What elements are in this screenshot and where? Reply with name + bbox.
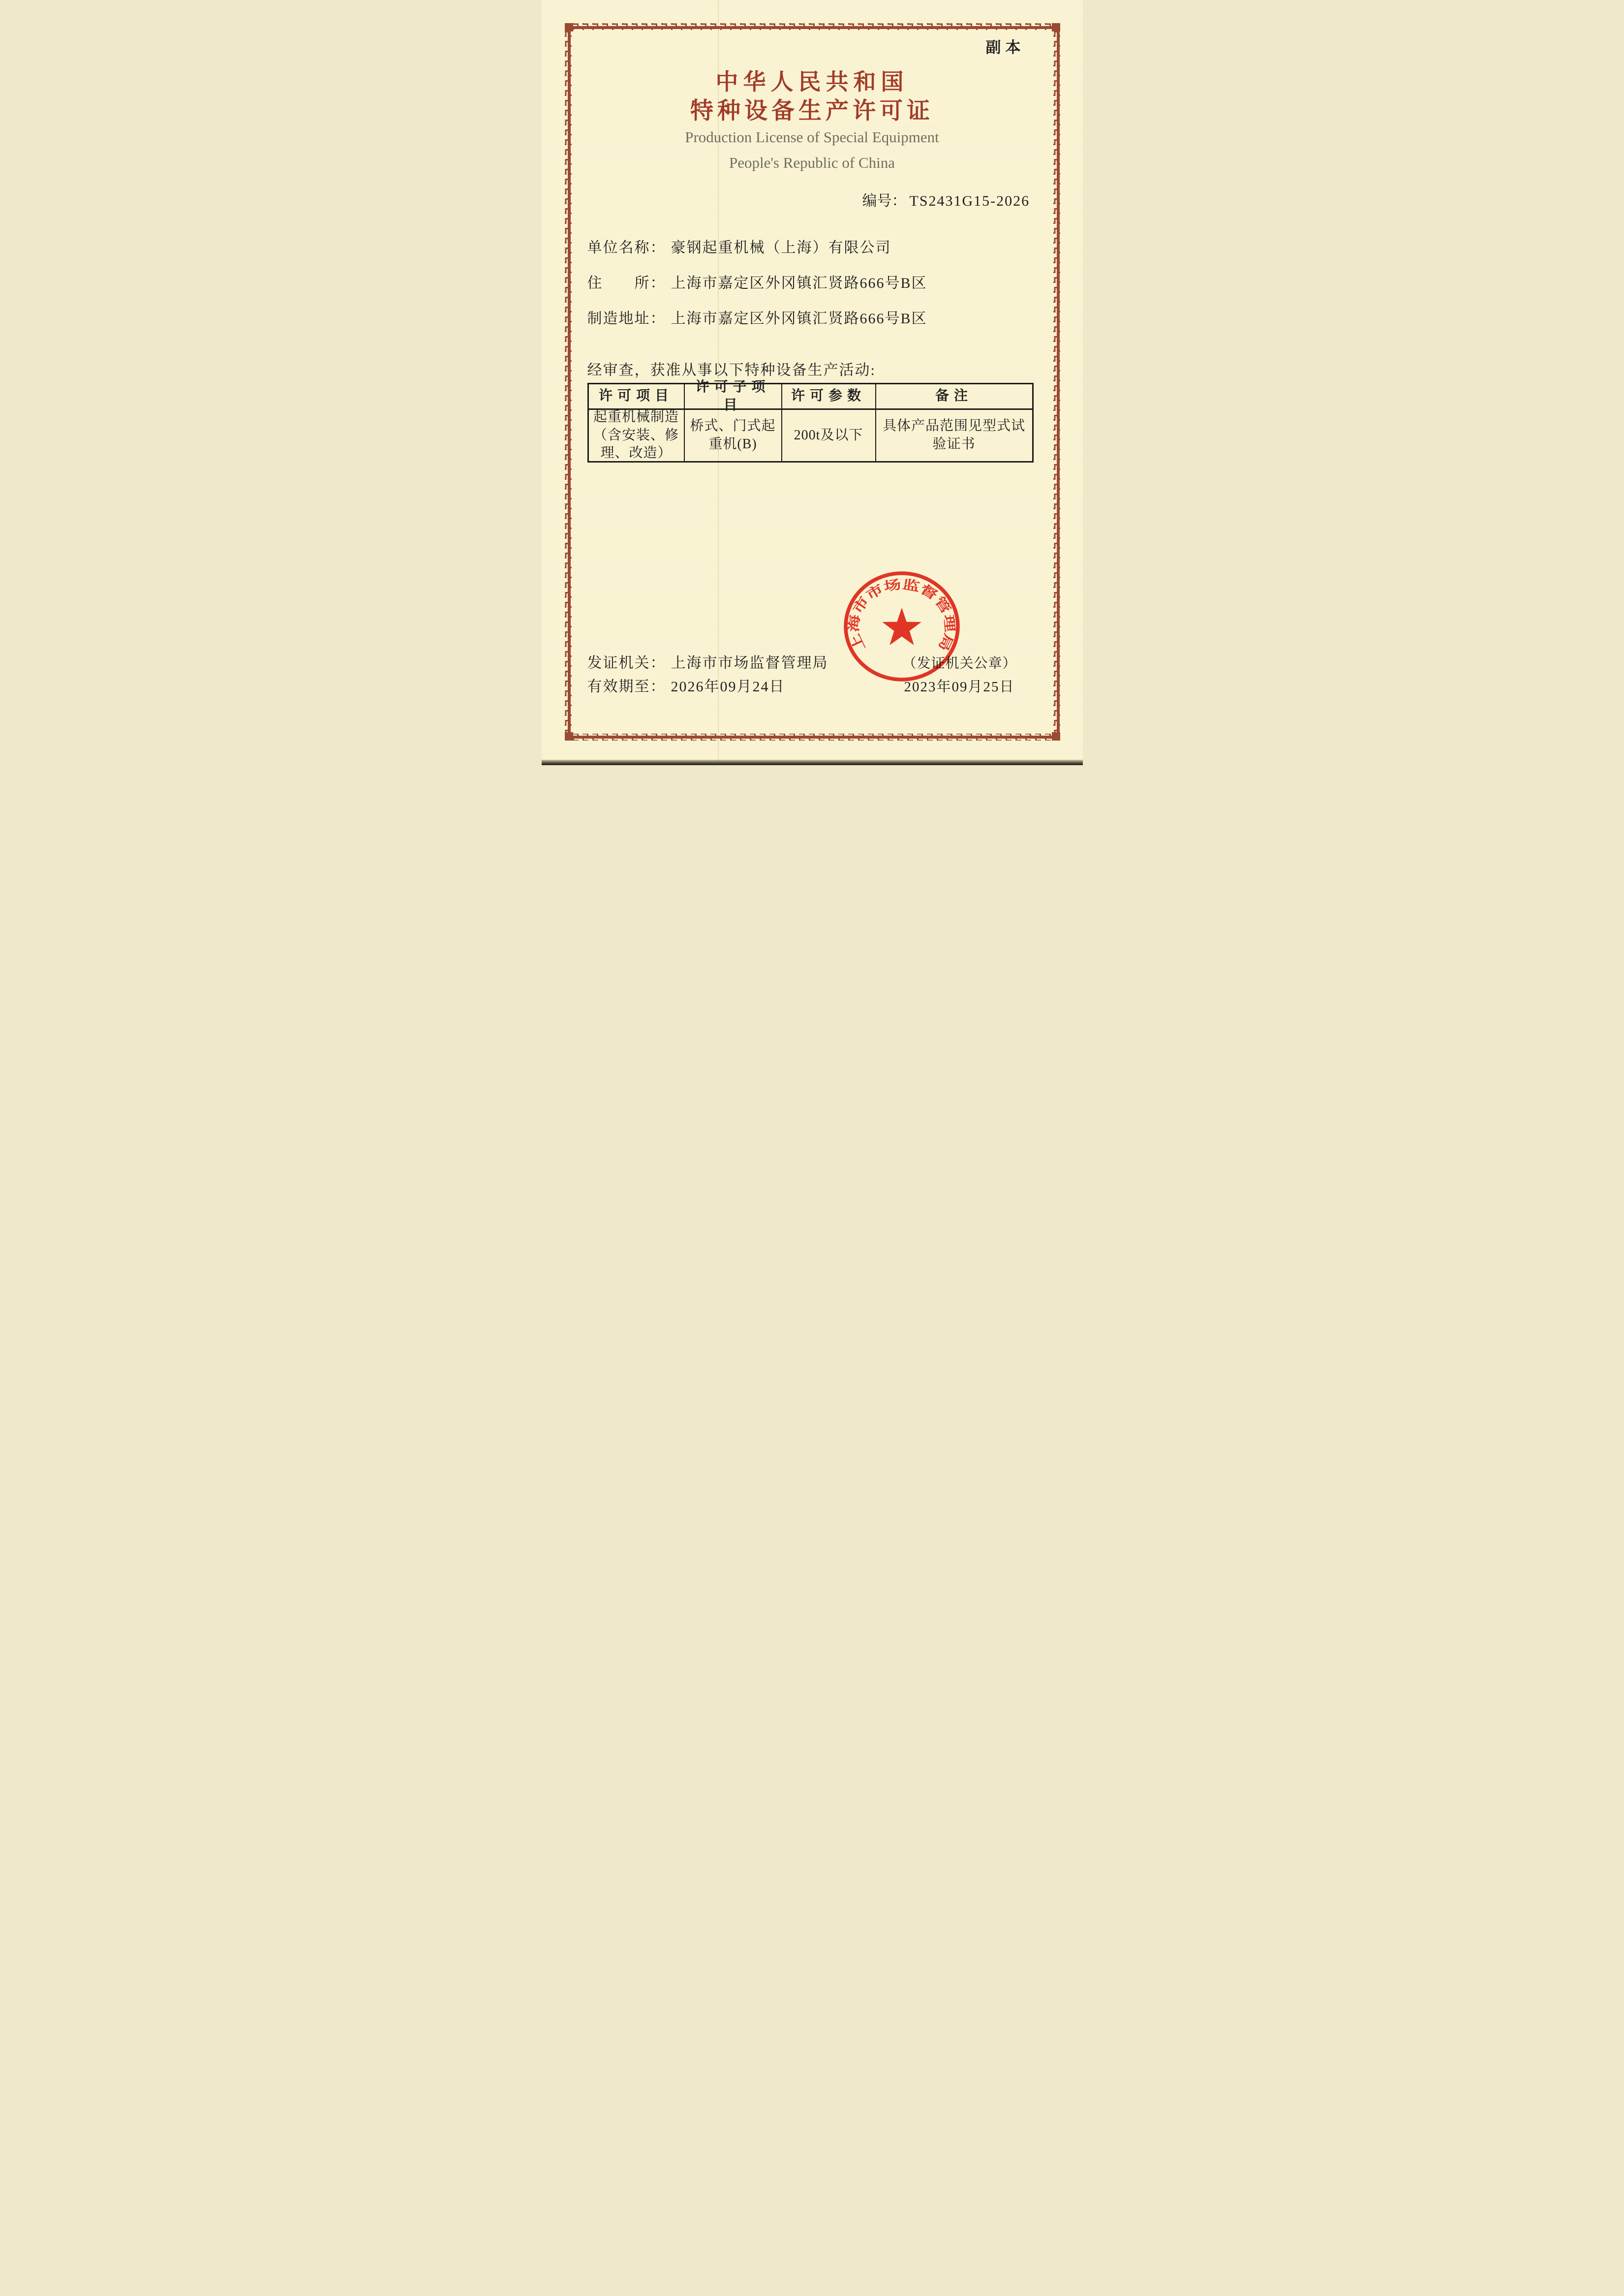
title-en-line1: Production License of Special Equipment: [685, 128, 939, 146]
field-manufacturing-address-value: 上海市嘉定区外冈镇汇贤路666号B区: [671, 310, 927, 327]
certificate-page: [542, 0, 1083, 765]
cell-remark: 具体产品范围见型式试验证书: [882, 418, 1025, 452]
official-seal: [542, 0, 1083, 765]
copy-label: 副本: [985, 39, 1025, 56]
cell-permit-parameter: 200t及以下: [782, 410, 876, 461]
header-permit-item: 许可项目: [589, 384, 685, 410]
valid-until-label: 有效期至：: [587, 679, 666, 695]
issuer-label: 发证机关：: [587, 655, 666, 671]
field-address-value: 上海市嘉定区外冈镇汇贤路666号B区: [671, 275, 927, 291]
header-permit-parameter: 许可参数: [782, 384, 876, 410]
field-address-label: 住 所：: [587, 275, 666, 291]
title-cn-line2: 特种设备生产许可证: [690, 97, 934, 124]
cell-permit-subitem: 桥式、门式起重机(B): [685, 410, 782, 461]
issuer-value: 上海市市场监督管理局: [671, 655, 828, 671]
cell-permit-item: 起重机械制造（含安装、修理、改造）: [589, 410, 685, 461]
header-remark: 备注: [876, 384, 1032, 410]
field-company-value: 豪钢起重机械（上海）有限公司: [671, 240, 891, 256]
header-permit-subitem: 许可子项目: [685, 384, 782, 410]
field-company-label: 单位名称：: [587, 240, 666, 256]
valid-until-value: 2026年09月24日: [671, 679, 785, 695]
license-number-value: TS2431G15-2026: [909, 193, 1030, 209]
issue-date: 2023年09月25日: [904, 679, 1015, 695]
approval-note: 经审查，获准从事以下特种设备生产活动:: [587, 362, 876, 378]
license-number-label: 编号：: [862, 193, 907, 209]
seal-text: 上海市市场监督管理局: [846, 577, 956, 653]
title-cn-line1: 中华人民共和国: [715, 68, 909, 95]
field-manufacturing-address-label: 制造地址：: [587, 310, 666, 327]
title-en-line2: People's Republic of China: [729, 154, 895, 171]
star-icon: [882, 608, 921, 645]
scan-bottom-edge: [542, 760, 1083, 765]
seal-note: （发证机关公章）: [902, 656, 1017, 671]
